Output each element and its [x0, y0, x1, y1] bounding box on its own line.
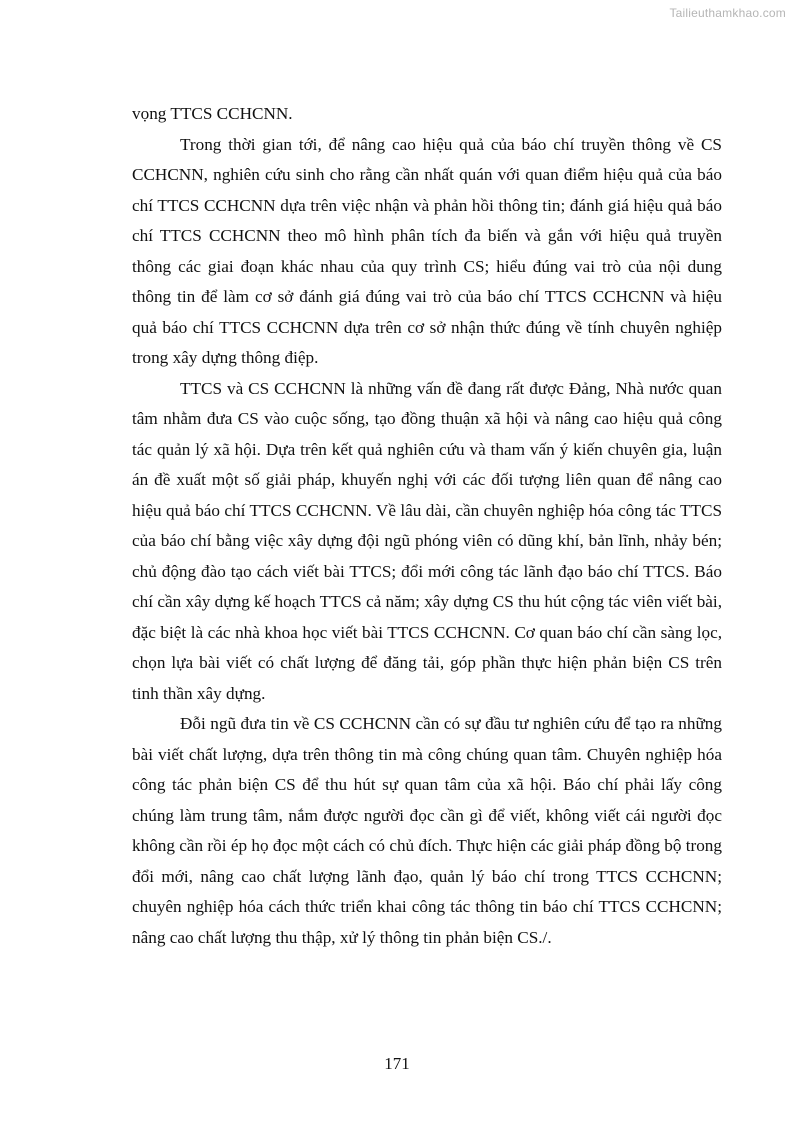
paragraph-1: Trong thời gian tới, để nâng cao hiệu quả của báo chí truyền thông về CS CCHCNN, nghiên cứu sinh cho rằng cần nhất quán với quan điểm hiệu quả của báo chí TTCS CCHCNN dựa trên việc nhận và phản hồi thông tin; đánh giá hiệu quả báo chí TTCS CCHCNN theo mô hình phân tích đa biến và gắn với hiệu quả truyền thông các giai đoạn khác nhau của quy trình CS; hiểu đúng vai trò của nội dung thông tin để làm cơ sở đánh giá đúng vai trò của báo chí TTCS CCHCNN và hiệu quả báo chí TTCS CCHCNN dựa trên cơ sở nhận thức đúng về tính chuyên nghiệp trong xây dựng thông điệp. [132, 134, 722, 367]
watermark-text: Tailieuthamkhao.com [669, 6, 786, 20]
page-body [132, 99, 722, 953]
paragraph-2: TTCS và CS CCHCNN là những vấn đề đang rất được Đảng, Nhà nước quan tâm nhằm đưa CS vào cuộc sống, tạo đồng thuận xã hội và nâng cao hiệu quả công tác quản lý xã hội. Dựa trên kết quả nghiên cứu và tham vấn ý kiến chuyên gia, luận án đề xuất một số giải pháp, khuyến nghị với các đối tượng liên quan để nâng cao hiệu quả báo chí TTCS CCHCNN. Về lâu dài, cần chuyên nghiệp hóa công tác TTCS của báo chí bằng việc xây dựng đội ngũ phóng viên có dũng khí, bản lĩnh, nhảy bén; chủ động đào tạo cách viết bài TTCS; đổi mới công tác lãnh đạo báo chí TTCS. Báo chí cần xây dựng kế hoạch TTCS cả năm; xây dựng CS thu hút cộng tác viên viết bài, đặc biệt là các nhà khoa học viết bài TTCS CCHCNN. Cơ quan báo chí cần sàng lọc, chọn lựa bài viết có chất lượng để đăng tải, góp phần thực hiện phản biện CS trên tinh thần xây dựng. [132, 378, 722, 703]
page-number: 171 [384, 1054, 410, 1073]
paragraph-continuation: vọng TTCS CCHCNN. [132, 104, 293, 123]
paragraph-3: Đỗi ngũ đưa tin về CS CCHCNN cần có sự đầu tư nghiên cứu để tạo ra những bài viết chất lượng, dựa trên thông tin mà công chúng quan tâm. Chuyên nghiệp hóa công tác phản biện CS để thu hút sự quan tâm của xã hội. Báo chí phải lấy công chúng làm trung tâm, nắm được người đọc cần gì để viết, không viết cái người đọc không cần rồi ép họ đọc một cách có chủ đích. Thực hiện các giải pháp đồng bộ trong đổi mới, nâng cao chất lượng lãnh đạo, quản lý báo chí trong TTCS CCHCNN; chuyên nghiệp hóa cách thức triển khai công tác thông tin báo chí TTCS CCHCNN; nâng cao chất lượng thu thập, xử lý thông tin phản biện CS./. [132, 714, 722, 947]
